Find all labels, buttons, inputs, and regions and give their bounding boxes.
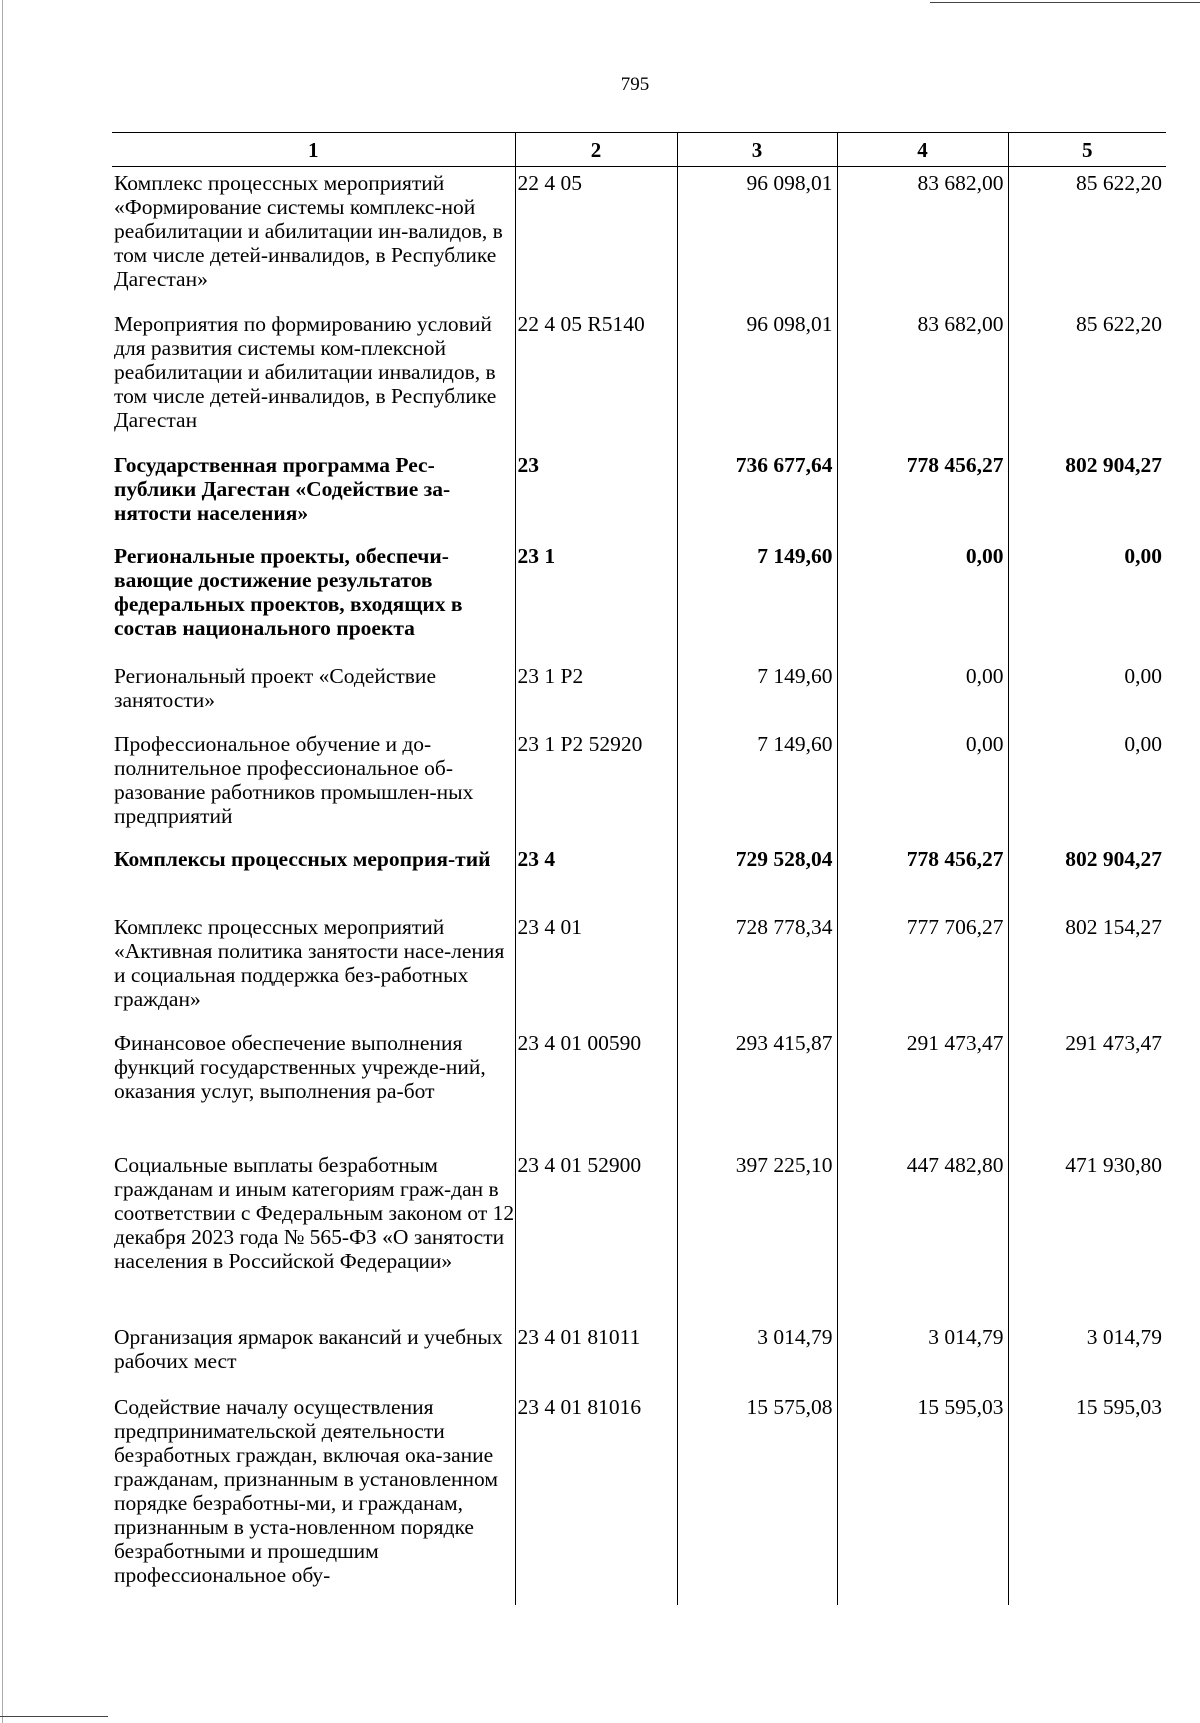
row-value-col5: 3 014,79 (1008, 1321, 1166, 1391)
row-value-col4: 0,00 (837, 728, 1008, 843)
row-value-col3: 397 225,10 (677, 1149, 837, 1321)
row-value-col4: 778 456,27 (837, 449, 1008, 540)
table-row (112, 449, 1166, 540)
table-row (112, 308, 1166, 449)
row-value-col3: 96 098,01 (677, 308, 837, 449)
row-value-col5: 0,00 (1008, 728, 1166, 843)
table-row (112, 167, 1166, 309)
row-name: Содействие началу осуществления предпринимательской деятельности безработных граждан, включая ока-зание гражданам, признанным в установленном порядке безработны-ми, и гражданам, признанным в уста-новленном порядке безработными и прошедшим профессиональное обу- (114, 1395, 498, 1587)
row-value-col4: 0,00 (837, 660, 1008, 728)
row-code: 23 4 01 00590 (515, 1027, 677, 1149)
row-value-col3: 729 528,04 (677, 843, 837, 911)
row-code: 23 4 01 52900 (515, 1149, 677, 1321)
row-name: Финансовое обеспечение выполнения функций государственных учрежде-ний, оказания услуг, выполнения ра-бот (114, 1031, 486, 1103)
table-header (112, 133, 1166, 167)
top-edge-line (930, 2, 1200, 3)
row-value-col4: 0,00 (837, 540, 1008, 660)
table-row (112, 660, 1166, 728)
row-value-col5: 0,00 (1008, 660, 1166, 728)
row-code: 23 4 01 81011 (515, 1321, 677, 1391)
row-name: Комплекс процессных мероприятий «Активная политика занятости насе-ления и социальная поддержка без-работных граждан» (114, 915, 505, 1011)
row-value-col4: 777 706,27 (837, 911, 1008, 1027)
row-code: 23 4 (515, 843, 677, 911)
row-name: Региональный проект «Содействие занятости» (114, 664, 436, 712)
row-name: Профессиональное обучение и до-полнительное профессиональное об-разование работников промышлен-ных предприятий (114, 732, 474, 828)
row-value-col4: 15 595,03 (837, 1391, 1008, 1605)
row-value-col4: 291 473,47 (837, 1027, 1008, 1149)
row-value-col4: 778 456,27 (837, 843, 1008, 911)
bottom-edge-line (0, 1716, 108, 1717)
header-col-4: 4 (837, 133, 1008, 167)
row-value-col4: 3 014,79 (837, 1321, 1008, 1391)
row-value-col3: 728 778,34 (677, 911, 837, 1027)
row-value-col5: 802 904,27 (1008, 843, 1166, 911)
row-code: 23 1 Р2 (515, 660, 677, 728)
table-row (112, 1027, 1166, 1149)
header-col-5: 5 (1008, 133, 1166, 167)
row-value-col5: 291 473,47 (1008, 1027, 1166, 1149)
row-value-col5: 85 622,20 (1008, 308, 1166, 449)
table-body (112, 167, 1166, 1606)
row-value-col3: 96 098,01 (677, 167, 837, 309)
row-value-col3: 7 149,60 (677, 660, 837, 728)
row-code: 22 4 05 R5140 (515, 308, 677, 449)
row-name: Государственная программа Рес-публики Дагестан «Содействие за-нятости населения» (114, 453, 451, 525)
row-value-col3: 293 415,87 (677, 1027, 837, 1149)
row-code: 23 1 (515, 540, 677, 660)
row-value-col5: 85 622,20 (1008, 167, 1166, 309)
row-value-col4: 83 682,00 (837, 308, 1008, 449)
row-name: Мероприятия по формированию условий для развития системы ком-плексной реабилитации и абилитации инвалидов, в том числе детей-инвалидов, в Республике Дагестан (114, 312, 497, 432)
row-name: Комплексы процессных мероприя-тий (114, 847, 491, 871)
row-code: 23 (515, 449, 677, 540)
table-row (112, 911, 1166, 1027)
table-row (112, 843, 1166, 911)
row-value-col3: 3 014,79 (677, 1321, 837, 1391)
row-name: Региональные проекты, обеспечи-вающие достижение результатов федеральных проектов, входящих в состав национального проекта (114, 544, 463, 640)
left-edge-line (2, 0, 3, 1723)
row-value-col5: 0,00 (1008, 540, 1166, 660)
header-col-3: 3 (677, 133, 837, 167)
row-code: 23 1 Р2 52920 (515, 728, 677, 843)
table-row (112, 1391, 1166, 1605)
row-value-col4: 83 682,00 (837, 167, 1008, 309)
header-col-1: 1 (112, 133, 515, 167)
row-value-col4: 447 482,80 (837, 1149, 1008, 1321)
row-value-col5: 802 154,27 (1008, 911, 1166, 1027)
row-name: Социальные выплаты безработным гражданам и иным категориям граж-дан в соответствии с Федеральным законом от 12 декабря 2023 года № 565-ФЗ «О занятости населения в Российской Федерации» (114, 1153, 515, 1273)
table-row (112, 540, 1166, 660)
table-row (112, 1321, 1166, 1391)
header-row (112, 133, 1166, 167)
table-row (112, 1149, 1166, 1321)
header-col-2: 2 (515, 133, 677, 167)
row-value-col3: 15 575,08 (677, 1391, 837, 1605)
row-value-col3: 7 149,60 (677, 728, 837, 843)
row-name: Организация ярмарок вакансий и учебных рабочих мест (114, 1325, 503, 1373)
row-name: Комплекс процессных мероприятий «Формирование системы комплекс-ной реабилитации и абилитации ин-валидов, в том числе детей-инвалидов, в Республике Дагестан» (114, 171, 503, 291)
table-row (112, 728, 1166, 843)
row-code: 23 4 01 81016 (515, 1391, 677, 1605)
row-value-col5: 802 904,27 (1008, 449, 1166, 540)
row-value-col5: 15 595,03 (1008, 1391, 1166, 1605)
budget-table (112, 132, 1166, 1605)
page-number: 795 (620, 74, 650, 95)
row-value-col3: 736 677,64 (677, 449, 837, 540)
row-code: 23 4 01 (515, 911, 677, 1027)
row-code: 22 4 05 (515, 167, 677, 309)
row-value-col3: 7 149,60 (677, 540, 837, 660)
row-value-col5: 471 930,80 (1008, 1149, 1166, 1321)
